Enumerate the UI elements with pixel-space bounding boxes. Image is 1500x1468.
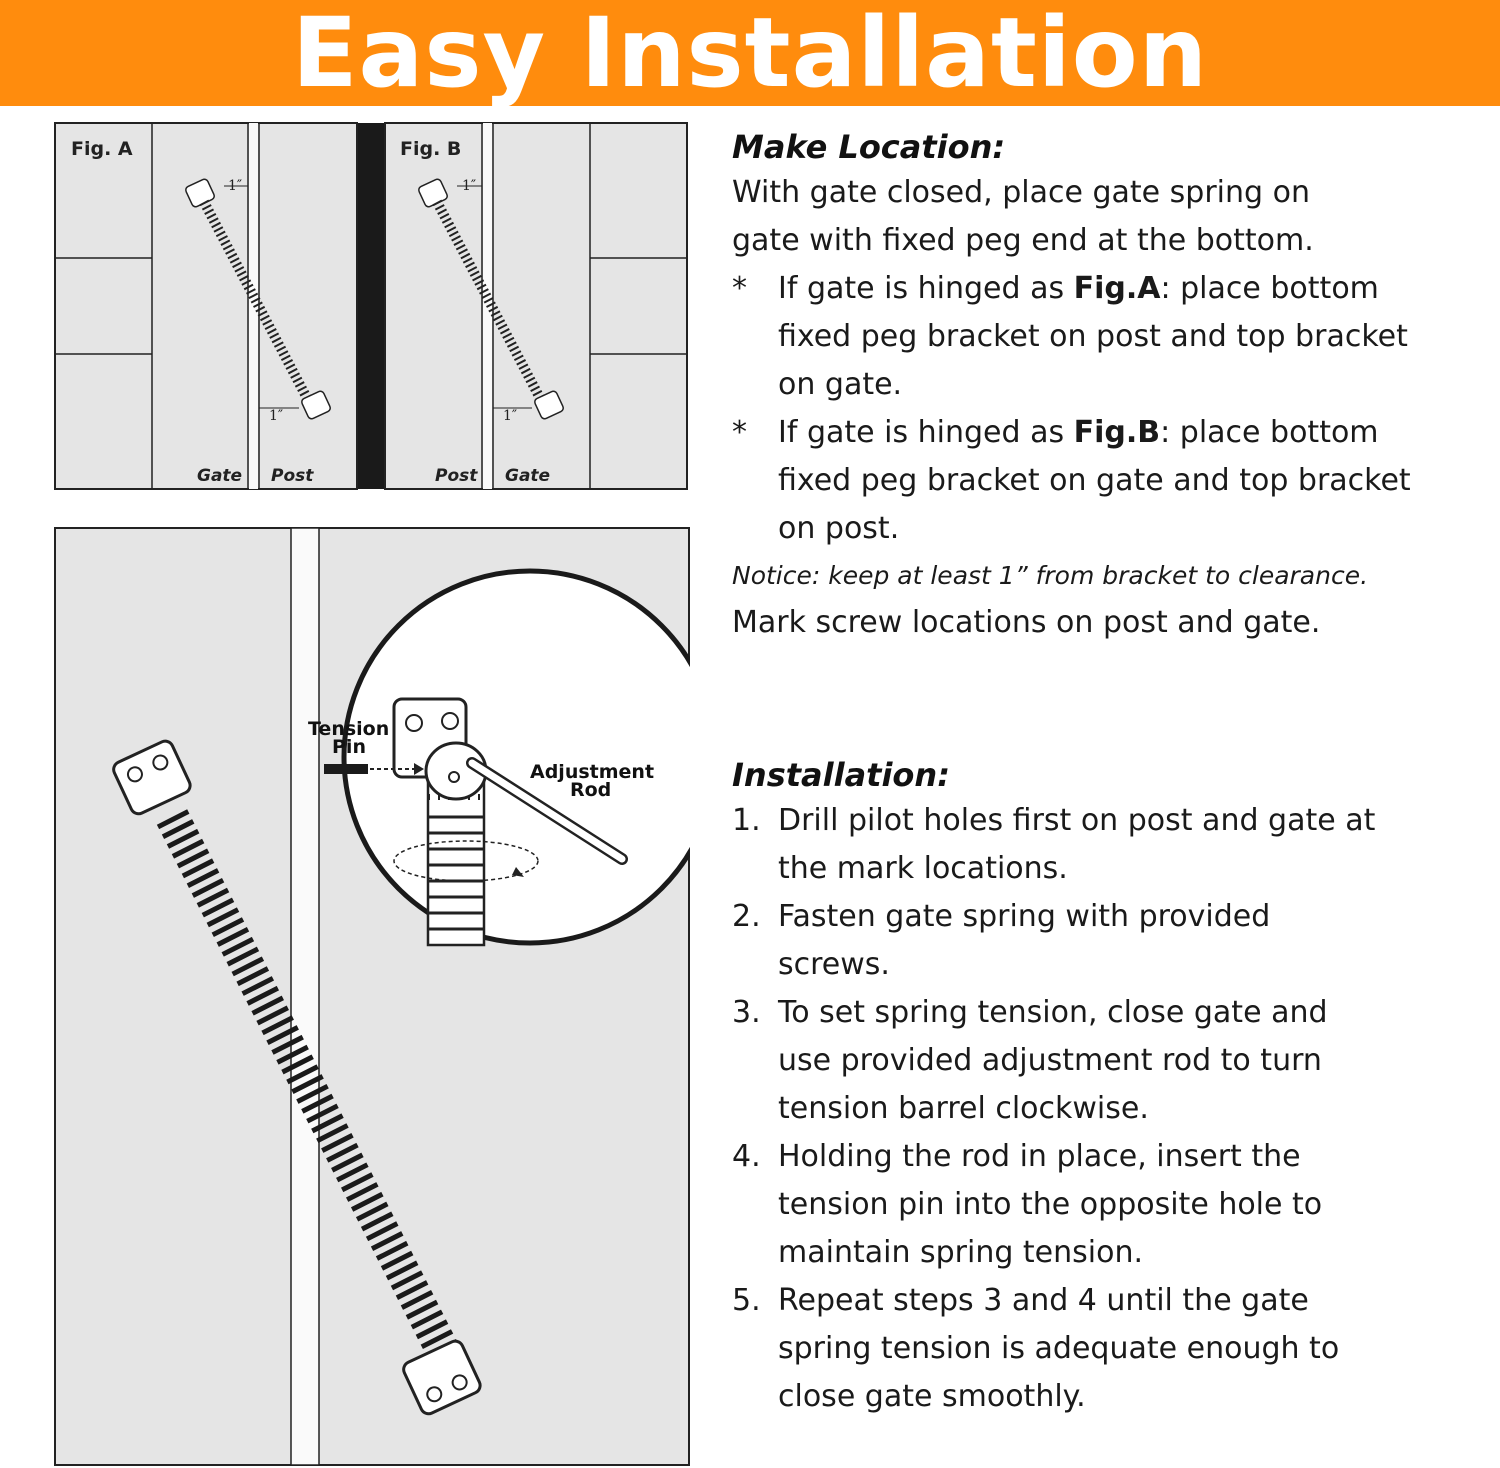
clearance-notice: Notice: keep at least 1” from bracket to clearance. — [732, 561, 1369, 590]
fig-a-dim-bottom: 1″ — [269, 408, 284, 424]
list-item — [732, 1133, 1432, 1277]
fig-b-label: Fig. B — [400, 138, 462, 160]
tension-barrel — [428, 777, 484, 945]
adjustment-rod-label-line1: Adjustment — [530, 761, 655, 783]
bullet-mark: * — [732, 271, 747, 306]
list-item — [732, 893, 1432, 989]
fig-b-gate-label: Gate — [505, 466, 551, 486]
tension-pin-label-line2: Pin — [332, 736, 366, 758]
fig-b-dim-bottom: 1″ — [503, 408, 518, 424]
adjustment-rod-label-line2: Rod — [570, 779, 612, 801]
installation-steps — [732, 797, 1432, 1421]
bullet-fig-a — [732, 265, 1432, 409]
gap-strip — [291, 528, 319, 1465]
mark-screws-text: Mark screw locations on post and gate. — [732, 605, 1321, 640]
bullet-text: : place bottom fixed peg bracket on gate and top bracket on post. — [778, 415, 1411, 546]
fig-b-post-label: Post — [435, 466, 478, 486]
bullet-text: : place bottom fixed peg bracket on post and top bracket on gate. — [778, 271, 1408, 402]
installation-heading: Installation: — [732, 756, 950, 794]
fig-b-panel — [385, 123, 687, 489]
step-number: 3. — [732, 995, 761, 1030]
list-item — [732, 797, 1432, 893]
step-text: Drill pilot holes first on post and gate at the mark locations. — [778, 803, 1376, 886]
spring-detail-illustration — [54, 527, 690, 1467]
fig-b-dim-top: 1″ — [462, 178, 477, 194]
title-banner — [0, 0, 1500, 109]
step-number: 4. — [732, 1139, 761, 1174]
make-location-section — [732, 125, 1432, 647]
bullet-bold: Fig.B — [1073, 415, 1161, 450]
bullet-fig-b — [732, 409, 1432, 553]
make-location-heading: Make Location: — [732, 128, 1006, 166]
step-text: Fasten gate spring with provided screws. — [778, 899, 1271, 982]
list-item — [732, 989, 1432, 1133]
fig-a-label: Fig. A — [71, 138, 133, 160]
tension-pin-label-line1: Tension — [308, 718, 390, 740]
step-text: Holding the rod in place, insert the tension pin into the opposite hole to maintain spring tension. — [778, 1139, 1323, 1270]
tension-pin — [324, 764, 368, 774]
make-location-intro: With gate closed, place gate spring on gate with fixed peg end at the bottom. — [732, 175, 1314, 258]
bullet-text: If gate is hinged as — [778, 415, 1074, 450]
fig-a-post-label: Post — [271, 466, 314, 486]
step-number: 1. — [732, 803, 761, 838]
step-text: Repeat steps 3 and 4 until the gate spring tension is adequate enough to close gate smoothly. — [778, 1283, 1340, 1414]
installation-section — [732, 753, 1432, 1421]
step-number: 2. — [732, 899, 761, 934]
page-title: Easy Installation — [291, 0, 1209, 109]
step-text: To set spring tension, close gate and use provided adjustment rod to turn tension barrel clockwise. — [778, 995, 1328, 1126]
hinge-figures — [54, 122, 690, 492]
list-item — [732, 1277, 1432, 1421]
figure-divider — [358, 123, 384, 489]
fig-a-dim-top: 1″ — [228, 178, 243, 194]
fig-a-panel — [55, 123, 357, 489]
bullet-mark: * — [732, 415, 747, 450]
fig-a-gate-label: Gate — [197, 466, 243, 486]
bullet-text: If gate is hinged as — [778, 271, 1074, 306]
step-number: 5. — [732, 1283, 761, 1318]
instructions-column — [732, 125, 1432, 1421]
bullet-bold: Fig.A — [1073, 271, 1161, 306]
